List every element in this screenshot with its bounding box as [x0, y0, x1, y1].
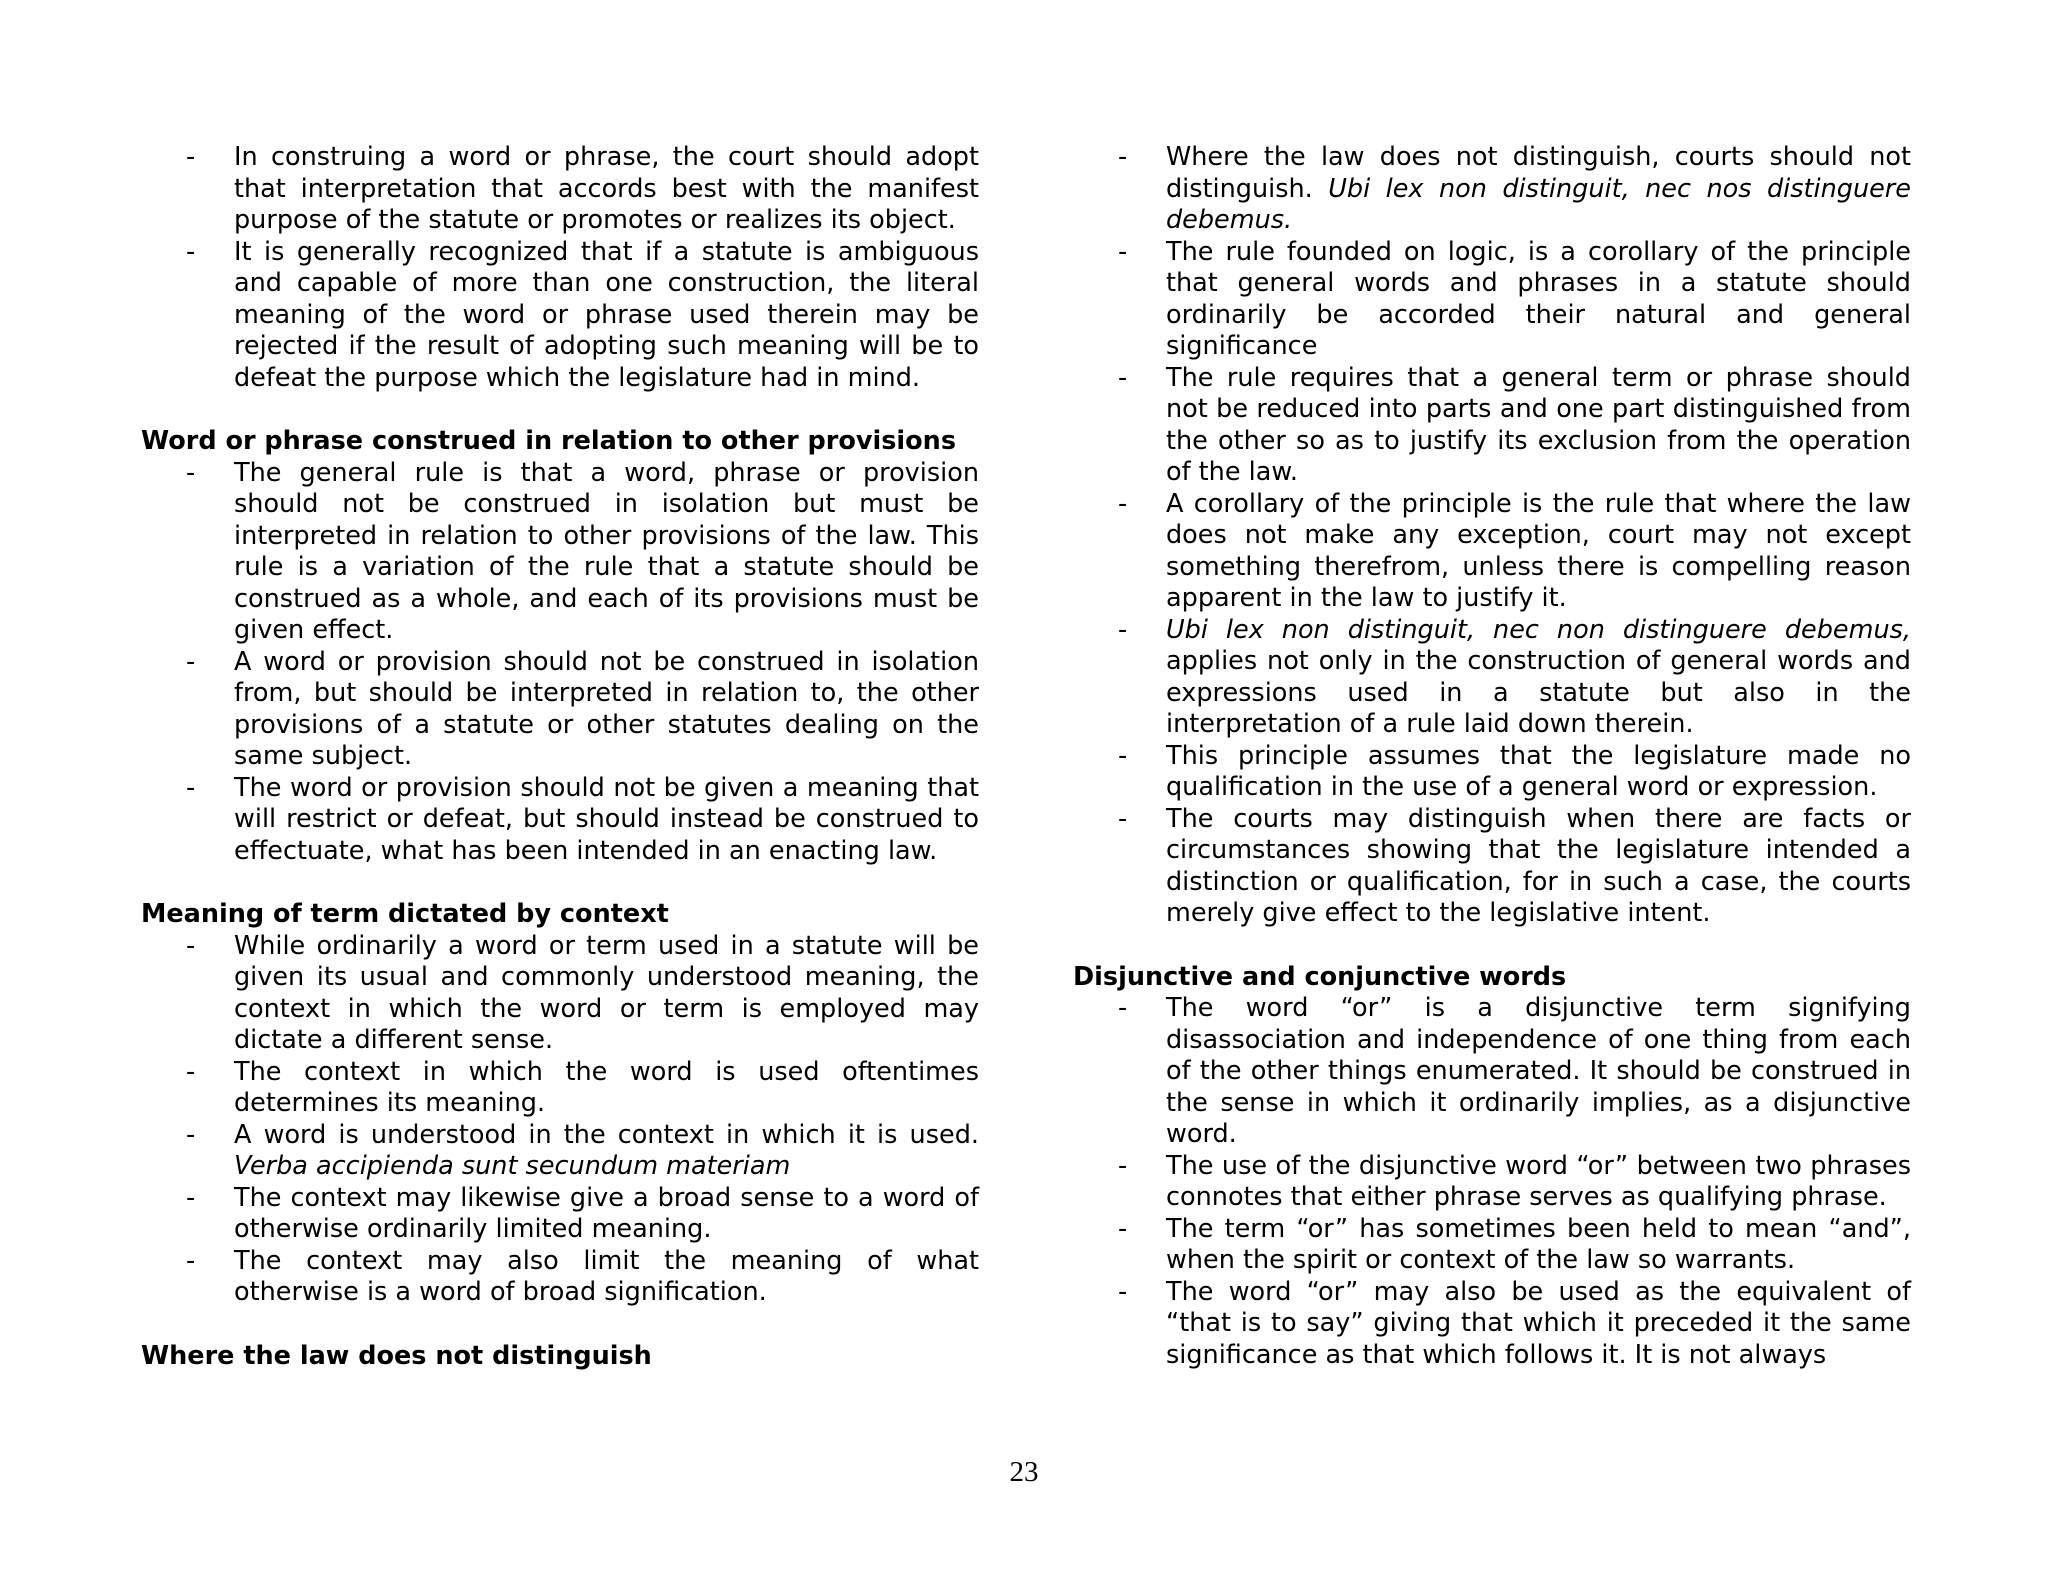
list-item	[1073, 1277, 1911, 1372]
disjunctive-bullet-list	[1073, 993, 1911, 1371]
distinguish-bullet-list	[1073, 142, 1911, 930]
list-item-text: applies not only in the construction of general words and expressions used in a statute but also in the interpretation of a rule laid down therein.	[1166, 646, 1911, 739]
list-item-text: The context may likewise give a broad sense to a word of otherwise ordinarily limited meaning.	[234, 1182, 979, 1244]
list-item	[141, 931, 979, 1057]
bullet-dash-marker: -	[1118, 236, 1128, 267]
left-column	[141, 142, 979, 1372]
heading-disjunctive-conjunctive: Disjunctive and conjunctive words	[1073, 961, 1567, 992]
bullet-dash-marker: -	[1118, 362, 1128, 393]
bullet-dash-marker: -	[1118, 142, 1128, 172]
bullet-dash-marker: -	[1118, 614, 1128, 645]
list-item	[1073, 993, 1911, 1151]
bullet-dash-marker: -	[1118, 740, 1128, 771]
list-item	[141, 458, 979, 647]
list-item-latin-maxim: Verba accipienda sunt secundum materiam	[234, 1151, 791, 1181]
bullet-dash-marker: -	[186, 1119, 196, 1150]
list-item	[1073, 615, 1911, 741]
list-item-text: While ordinarily a word or term used in a statute will be given its usual and commonly understood meaning, the context in which the word or term is employed may dictate a different sense.	[234, 930, 979, 1055]
bullet-dash-marker: -	[186, 772, 196, 803]
list-item	[1073, 1214, 1911, 1277]
bullet-dash-marker: -	[1118, 1213, 1128, 1244]
list-item-text: The word or provision should not be given a meaning that will restrict or defeat, but should instead be construed to effectuate, what has been intended in an enacting law.	[234, 772, 979, 866]
bullet-dash-marker: -	[186, 930, 196, 961]
list-item	[1073, 804, 1911, 930]
list-item-text: It is generally recognized that if a statute is ambiguous and capable of more than one construction, the literal meaning of the word or phrase used therein may be rejected if the result of adopting such meaning will be to defeat the purpose which the legislature had in mind.	[234, 236, 979, 393]
bullet-dash-marker: -	[186, 1182, 196, 1213]
list-item-text: The word “or” may also be used as the equivalent of “that is to say” giving that which it preceded it the same significance as that which follows it. It is not always	[1166, 1276, 1911, 1370]
bullet-dash-marker: -	[186, 142, 196, 172]
bullet-dash-marker: -	[186, 236, 196, 267]
bullet-dash-marker: -	[1118, 1276, 1128, 1307]
list-item	[141, 773, 979, 868]
list-item-latin-maxim: Ubi lex non distinguit, nec non distinguere debemus,	[1166, 614, 1911, 645]
list-item-text: The rule founded on logic, is a corollary of the principle that general words and phrases in a statute should ordinarily be accorded their natural and general significance	[1166, 236, 1911, 361]
list-item	[141, 237, 979, 395]
list-item	[1073, 142, 1911, 237]
bullet-dash-marker: -	[186, 1056, 196, 1087]
bullet-dash-marker: -	[186, 646, 196, 677]
list-item-latin-maxim: Ubi lex non distinguit, nec nos distinguere debemus.	[1166, 173, 1911, 235]
list-item	[1073, 1151, 1911, 1214]
list-item-text: The courts may distinguish when there are facts or circumstances showing that the legislature intended a distinction or qualification, for in such a case, the courts merely give effect to the legislative intent.	[1166, 803, 1911, 928]
bullet-dash-marker: -	[186, 1245, 196, 1276]
bullet-dash-marker: -	[1118, 993, 1128, 1023]
heading-term-context: Meaning of term dictated by context	[141, 899, 669, 929]
list-item-text: A word is understood in the context in which it is used.	[234, 1119, 979, 1150]
right-column	[1073, 142, 1911, 1371]
list-item-text: The use of the disjunctive word “or” between two phrases connotes that either phrase serves as qualifying phrase.	[1166, 1150, 1911, 1212]
relation-bullet-list	[141, 458, 979, 868]
list-item	[141, 1057, 979, 1120]
list-item-text: The term “or” has sometimes been held to mean “and”, when the spirit or context of the law so warrants.	[1166, 1213, 1911, 1275]
list-item	[1073, 489, 1911, 615]
list-item-text: The rule requires that a general term or phrase should not be reduced into parts and one part distinguished from the other so as to justify its exclusion from the operation of the law.	[1166, 362, 1911, 487]
page-number: 23	[1009, 1456, 1039, 1488]
list-item-text: In construing a word or phrase, the court should adopt that interpretation that accords best with the manifest purpose of the statute or promotes or realizes its object.	[234, 142, 979, 235]
list-item	[1073, 363, 1911, 489]
list-item-text: The context may also limit the meaning of what otherwise is a word of broad signification.	[234, 1245, 979, 1307]
list-item-text: This principle assumes that the legislature made no qualification in the use of a general word or expression.	[1166, 740, 1911, 802]
list-item	[141, 1246, 979, 1309]
list-item-text: A corollary of the principle is the rule that where the law does not make any exception, court may not except something therefrom, unless there is compelling reason apparent in the law to justify it.	[1166, 488, 1911, 613]
list-item	[141, 647, 979, 773]
list-item-text: A word or provision should not be construed in isolation from, but should be interpreted in relation to, the other provisions of a statute or other statutes dealing on the same subject.	[234, 646, 979, 771]
heading-law-not-distinguish: Where the law does not distinguish	[141, 1340, 652, 1371]
bullet-dash-marker: -	[1118, 488, 1128, 519]
heading-word-phrase-relation: Word or phrase construed in relation to other provisions	[141, 426, 957, 456]
list-item-text: The context in which the word is used oftentimes determines its meaning.	[234, 1056, 979, 1118]
intro-bullet-list	[141, 142, 979, 394]
list-item	[1073, 741, 1911, 804]
list-item	[1073, 237, 1911, 363]
list-item-text: Where the law does not distinguish, courts should not distinguish.	[1166, 142, 1911, 204]
bullet-dash-marker: -	[1118, 803, 1128, 834]
list-item-text: The general rule is that a word, phrase or provision should not be construed in isolation but must be interpreted in relation to other provisions of the law. This rule is a variation of the rule that a statute should be construed as a whole, and each of its provisions must be given effect.	[234, 457, 979, 645]
context-bullet-list	[141, 931, 979, 1309]
list-item	[141, 1183, 979, 1246]
list-item-text: The word “or” is a disjunctive term signifying disassociation and independence of one thing from each of the other things enumerated. It should be construed in the sense in which it ordinarily implies, as a disjunctive word.	[1166, 993, 1911, 1149]
list-item	[141, 1120, 979, 1183]
bullet-dash-marker: -	[1118, 1150, 1128, 1181]
bullet-dash-marker: -	[186, 457, 196, 488]
list-item	[141, 142, 979, 237]
